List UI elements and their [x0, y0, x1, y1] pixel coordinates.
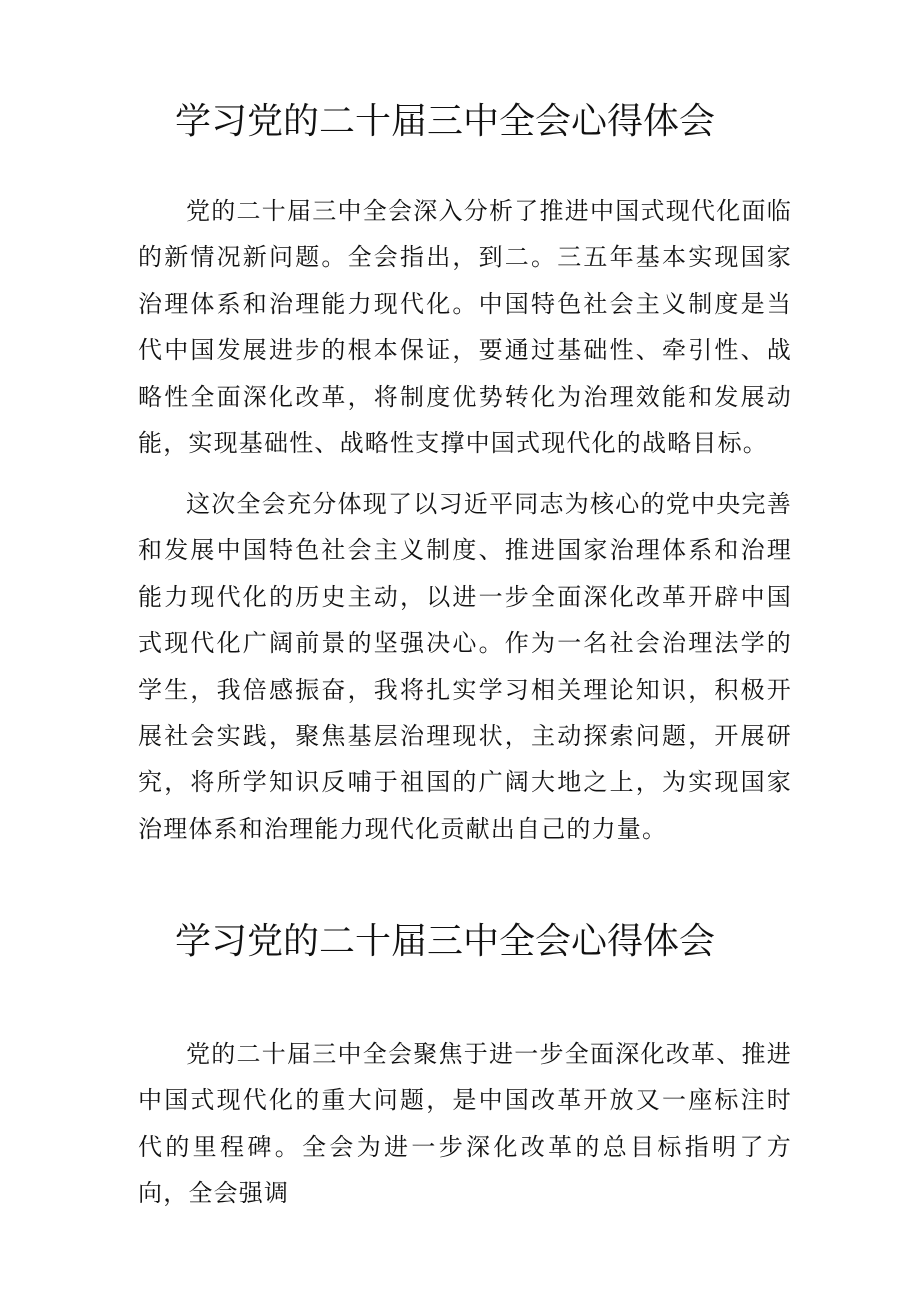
section-1-paragraph-1: 党的二十届三中全会深入分析了推进中国式现代化面临的新情况新问题。全会指出，到二。三五年基本实现国家治理体系和治理能力现代化。中国特色社会主义制度是当代中国发展进步的根本保证，要通过基础性、牵引性、战略性全面深化改革，将制度优势转化为治理效能和发展动能，实现基础性、战略性支撑中国式现代化的战略目标。: [138, 197, 792, 458]
section-2-title: 学习党的二十届三中全会心得体会: [174, 921, 715, 962]
section-1-paragraph-2: 这次全会充分体现了以习近平同志为核心的党中央完善和发展中国特色社会主义制度、推进国家治理体系和治理能力现代化的历史主动，以进一步全面深化改革开辟中国式现代化广阔前景的坚强决心。作为一名社会治理法学的学生，我倍感振奋，我将扎实学习相关理论知识，积极开展社会实践，聚焦基层治理现状，主动探索问题，开展研究，将所学知识反哺于祖国的广阔大地之上，为实现国家治理体系和治理能力现代化贡献出自己的力量。: [138, 490, 792, 843]
section-1-title: 学习党的二十届三中全会心得体会: [174, 101, 715, 142]
section-2-paragraph-1: 党的二十届三中全会聚焦于进一步全面深化改革、推进中国式现代化的重大问题，是中国改革开放又一座标注时代的里程碑。全会为进一步深化改革的总目标指明了方向，全会强调: [138, 1040, 792, 1208]
